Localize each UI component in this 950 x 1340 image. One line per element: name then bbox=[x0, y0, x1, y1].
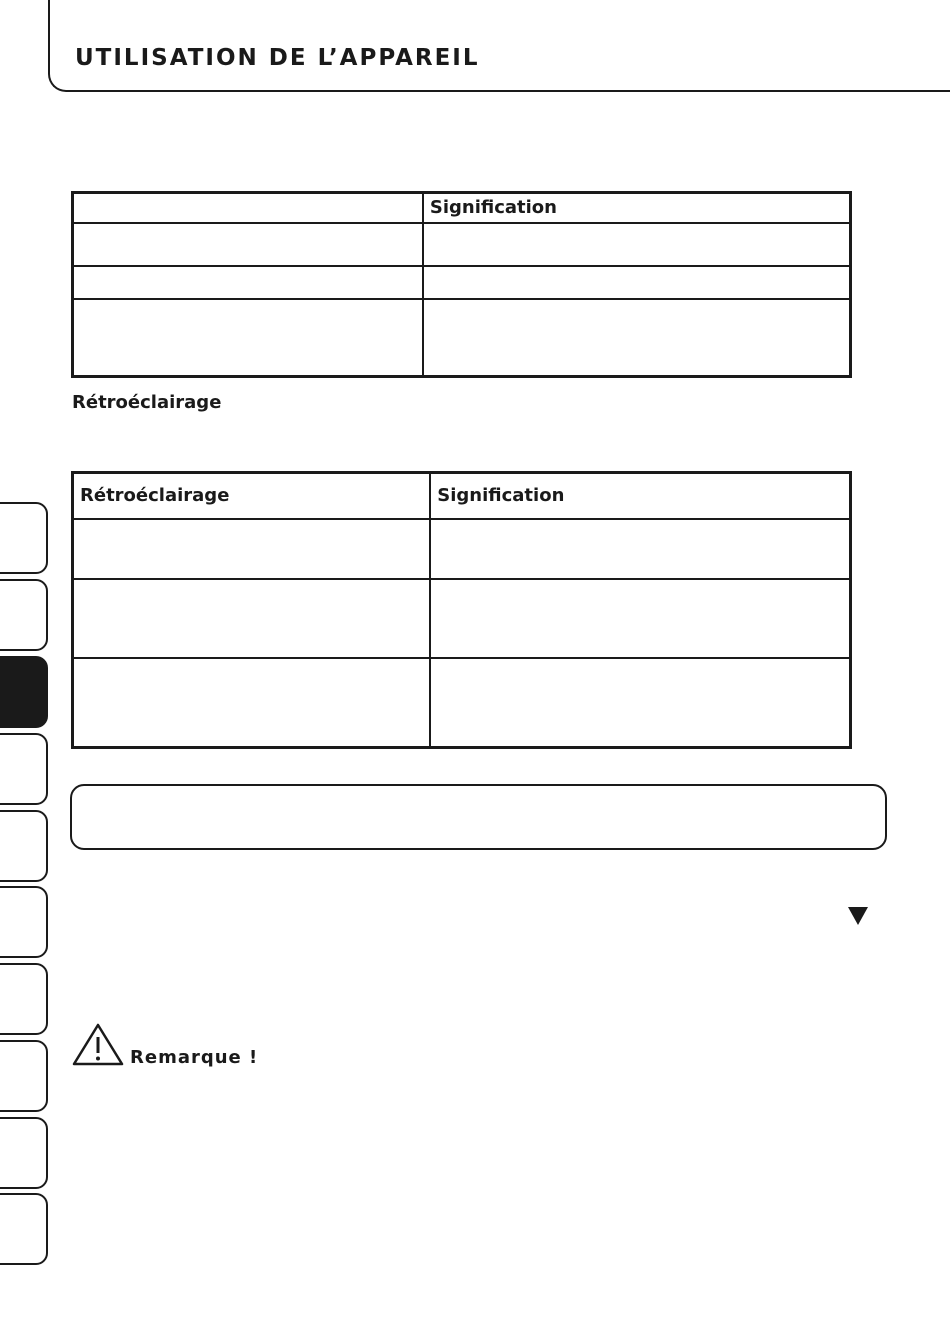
side-tab[interactable] bbox=[0, 1040, 48, 1112]
section-heading: Rétroéclairage bbox=[72, 392, 222, 413]
side-tab[interactable] bbox=[0, 963, 48, 1035]
info-box bbox=[70, 784, 887, 850]
side-tab[interactable] bbox=[0, 1193, 48, 1265]
warning-triangle-icon bbox=[72, 1022, 124, 1070]
table-cell bbox=[73, 299, 423, 376]
table-cell bbox=[430, 579, 850, 658]
table-row bbox=[73, 519, 851, 579]
side-tab[interactable] bbox=[0, 886, 48, 958]
page-title: UTILISATION DE L’APPAREIL bbox=[75, 45, 480, 71]
table-cell bbox=[73, 579, 431, 658]
table-cell bbox=[430, 519, 850, 579]
side-tab[interactable] bbox=[0, 502, 48, 574]
remark-label: Remarque ! bbox=[130, 1047, 259, 1068]
table-header-cell: Rétroéclairage bbox=[73, 473, 431, 519]
table-cell bbox=[73, 519, 431, 579]
remark bbox=[72, 1024, 258, 1070]
side-tab[interactable] bbox=[0, 810, 48, 882]
backlight-table bbox=[71, 471, 852, 749]
side-tab[interactable] bbox=[0, 579, 48, 651]
table-header-cell: Signification bbox=[423, 193, 851, 224]
table-cell bbox=[423, 223, 851, 266]
table-row bbox=[73, 223, 851, 266]
table-cell bbox=[73, 658, 431, 748]
side-tab-active[interactable] bbox=[0, 656, 48, 728]
table-cell bbox=[73, 223, 423, 266]
table-row bbox=[73, 579, 851, 658]
side-tab[interactable] bbox=[0, 733, 48, 805]
table-cell bbox=[430, 658, 850, 748]
table-row bbox=[73, 658, 851, 748]
side-tab[interactable] bbox=[0, 1117, 48, 1189]
status-table bbox=[71, 191, 852, 378]
table-row bbox=[73, 266, 851, 299]
table-header-cell bbox=[73, 193, 423, 224]
table-header-row bbox=[73, 193, 851, 224]
table-cell bbox=[423, 266, 851, 299]
table-header-cell: Signification bbox=[430, 473, 850, 519]
table-cell bbox=[73, 266, 423, 299]
table-row bbox=[73, 299, 851, 376]
table-header-row bbox=[73, 473, 851, 519]
table-cell bbox=[423, 299, 851, 376]
continue-down-arrow-icon bbox=[848, 907, 868, 925]
